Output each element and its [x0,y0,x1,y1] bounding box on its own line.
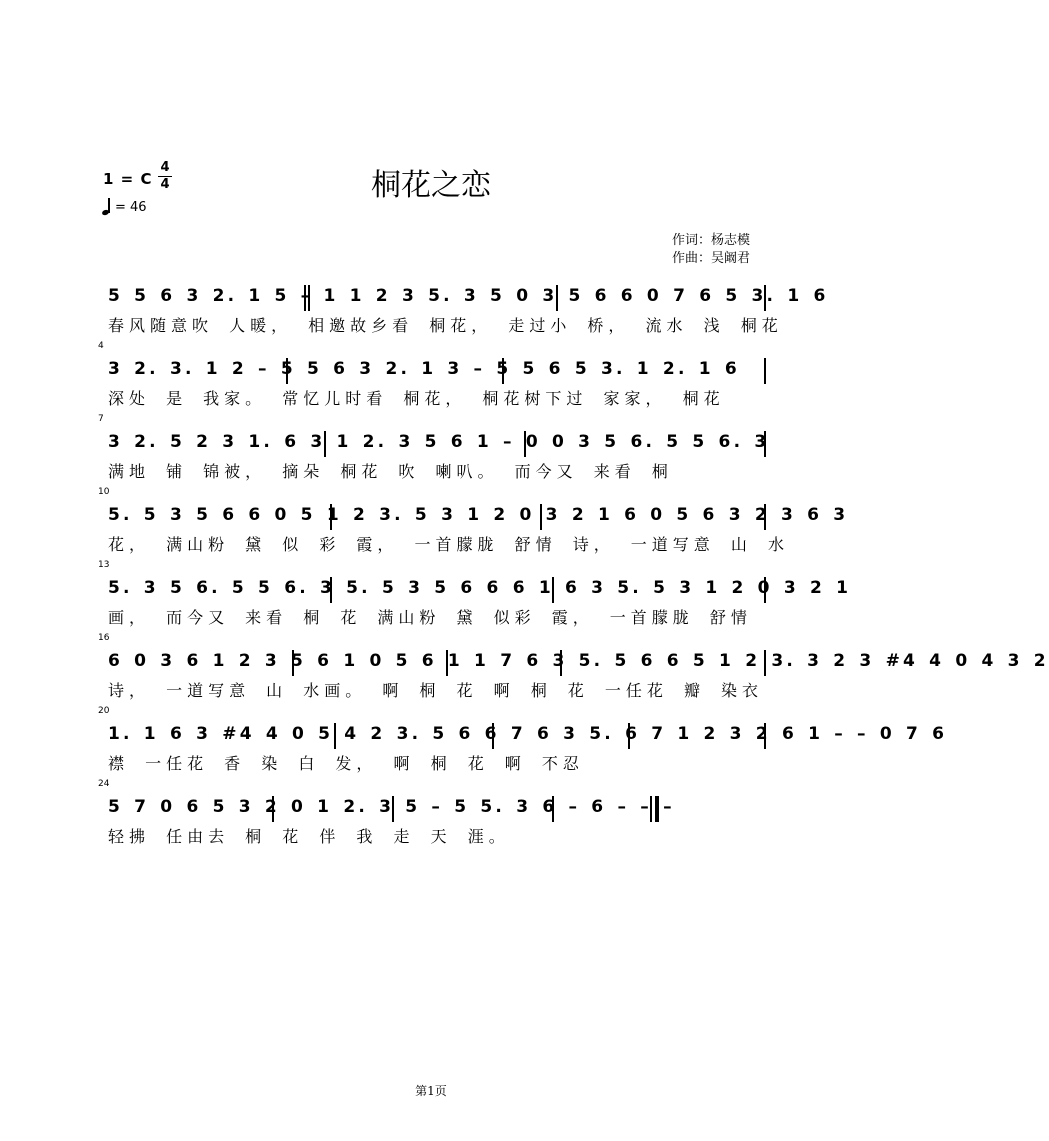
composer: 作曲：吴阚君 [672,251,751,266]
lyricist: 作词：杨志模 [672,233,751,248]
credits [672,232,750,268]
lyrics-line: 轻拂 任由去 桐 花 伴 我 走 天 涯。 [108,827,510,846]
notes-text: 5 7 0 6 5 3 2 0 1 2. 3 5 – 5 5. 3 6 – 6 – – – [108,797,675,817]
tempo-value: = 46 [115,200,147,215]
notes-line [108,502,849,532]
lyrics-line: 襟 一任花 香 染 白 发， 啊 桐 花 啊 不忍 [108,754,584,773]
lyrics-line: 满地 铺 锦被， 摘朵 桐花 吹 喇叭。 而今又 来看 桐 [108,462,673,481]
notes-line [108,283,829,313]
measure-number: 13 [98,560,110,570]
system-7 [98,706,948,773]
notes-line [108,721,948,751]
meter-bottom: 4 [160,177,170,192]
system-3 [98,414,770,481]
notes-text: 5 5 6 3 2. 1 5 – 1 1 2 3 5. 3 5 0 3 5 6 6 0 7 6 5 3. 1 6 [108,286,829,306]
notes-text: 5. 3 5 6. 5 5 6. 3 5. 5 3 5 6 6 6 1 6 3 5. 5 3 1 2 0 3 2 1 [108,578,852,598]
measure-number: 20 [98,706,110,716]
measure-number: 10 [98,487,110,497]
notes-line [108,648,1049,678]
notes-line [108,356,768,386]
notes-line [108,429,768,459]
key-signature: 1 = C [103,170,153,188]
system-8 [98,779,768,846]
song-title: 桐花之恋 [371,168,491,203]
notes-text: 3 2. 3. 1 2 – 5 5 6 3 2. 1 3 – 5 5 6 5 3. 1 2. 1 6 [108,359,740,379]
lyrics-line: 诗， 一道写意 山 水画。 啊 桐 花 啊 桐 花 一任花 瓣 染衣 [108,681,764,700]
notes-text: 6 0 3 6 1 2 3 5 6 1 0 5 6 1 1 7 6 3 5. 5 6 6 5 1 2 3. 3 2 3 #4 4 0 4 3 2 [108,651,1049,671]
measure-number: 16 [98,633,110,643]
meter-top: 4 [160,160,170,175]
system-4 [98,487,849,554]
system-1 [108,283,829,335]
measure-number: 4 [98,341,104,351]
lyrics-line: 花， 满山粉 黛 似 彩 霞， 一首朦胧 舒情 诗， 一道写意 山 水 [108,535,789,554]
notes-line [108,575,852,605]
system-2 [98,341,768,408]
notes-line [108,794,768,824]
notes-text: 3 2. 5 2 3 1. 6 3 1 2. 3 5 6 1 – 0 0 3 5 6. 5 5 6. 3 [108,432,770,452]
system-6 [98,633,1049,700]
notes-text: 5. 5 3 5 6 6 0 5 1 2 3. 5 3 1 2 0 3 2 1 6 0 5 6 3 2 3 6 3 [108,505,849,525]
system-5 [98,560,852,627]
notes-text: 1. 1 6 3 #4 4 0 5 4 2 3. 5 6 6 7 6 3 5. 6 7 1 2 3 2 6 1 – – 0 7 6 [108,724,948,744]
measure-number: 7 [98,414,104,424]
lyrics-line: 画， 而今又 来看 桐 花 满山粉 黛 似彩 霞， 一首朦胧 舒情 [108,608,752,627]
page-number: 第1页 [415,1084,447,1098]
lyrics-line: 深处 是 我家。 常忆儿时看 桐花， 桐花树下过 家家， 桐花 [108,389,725,408]
measure-number: 24 [98,779,110,789]
lyrics-line: 春风随意吹 人暖， 相邀故乡看 桐花， 走过小 桥， 流水 浅 桐花 [108,316,783,335]
